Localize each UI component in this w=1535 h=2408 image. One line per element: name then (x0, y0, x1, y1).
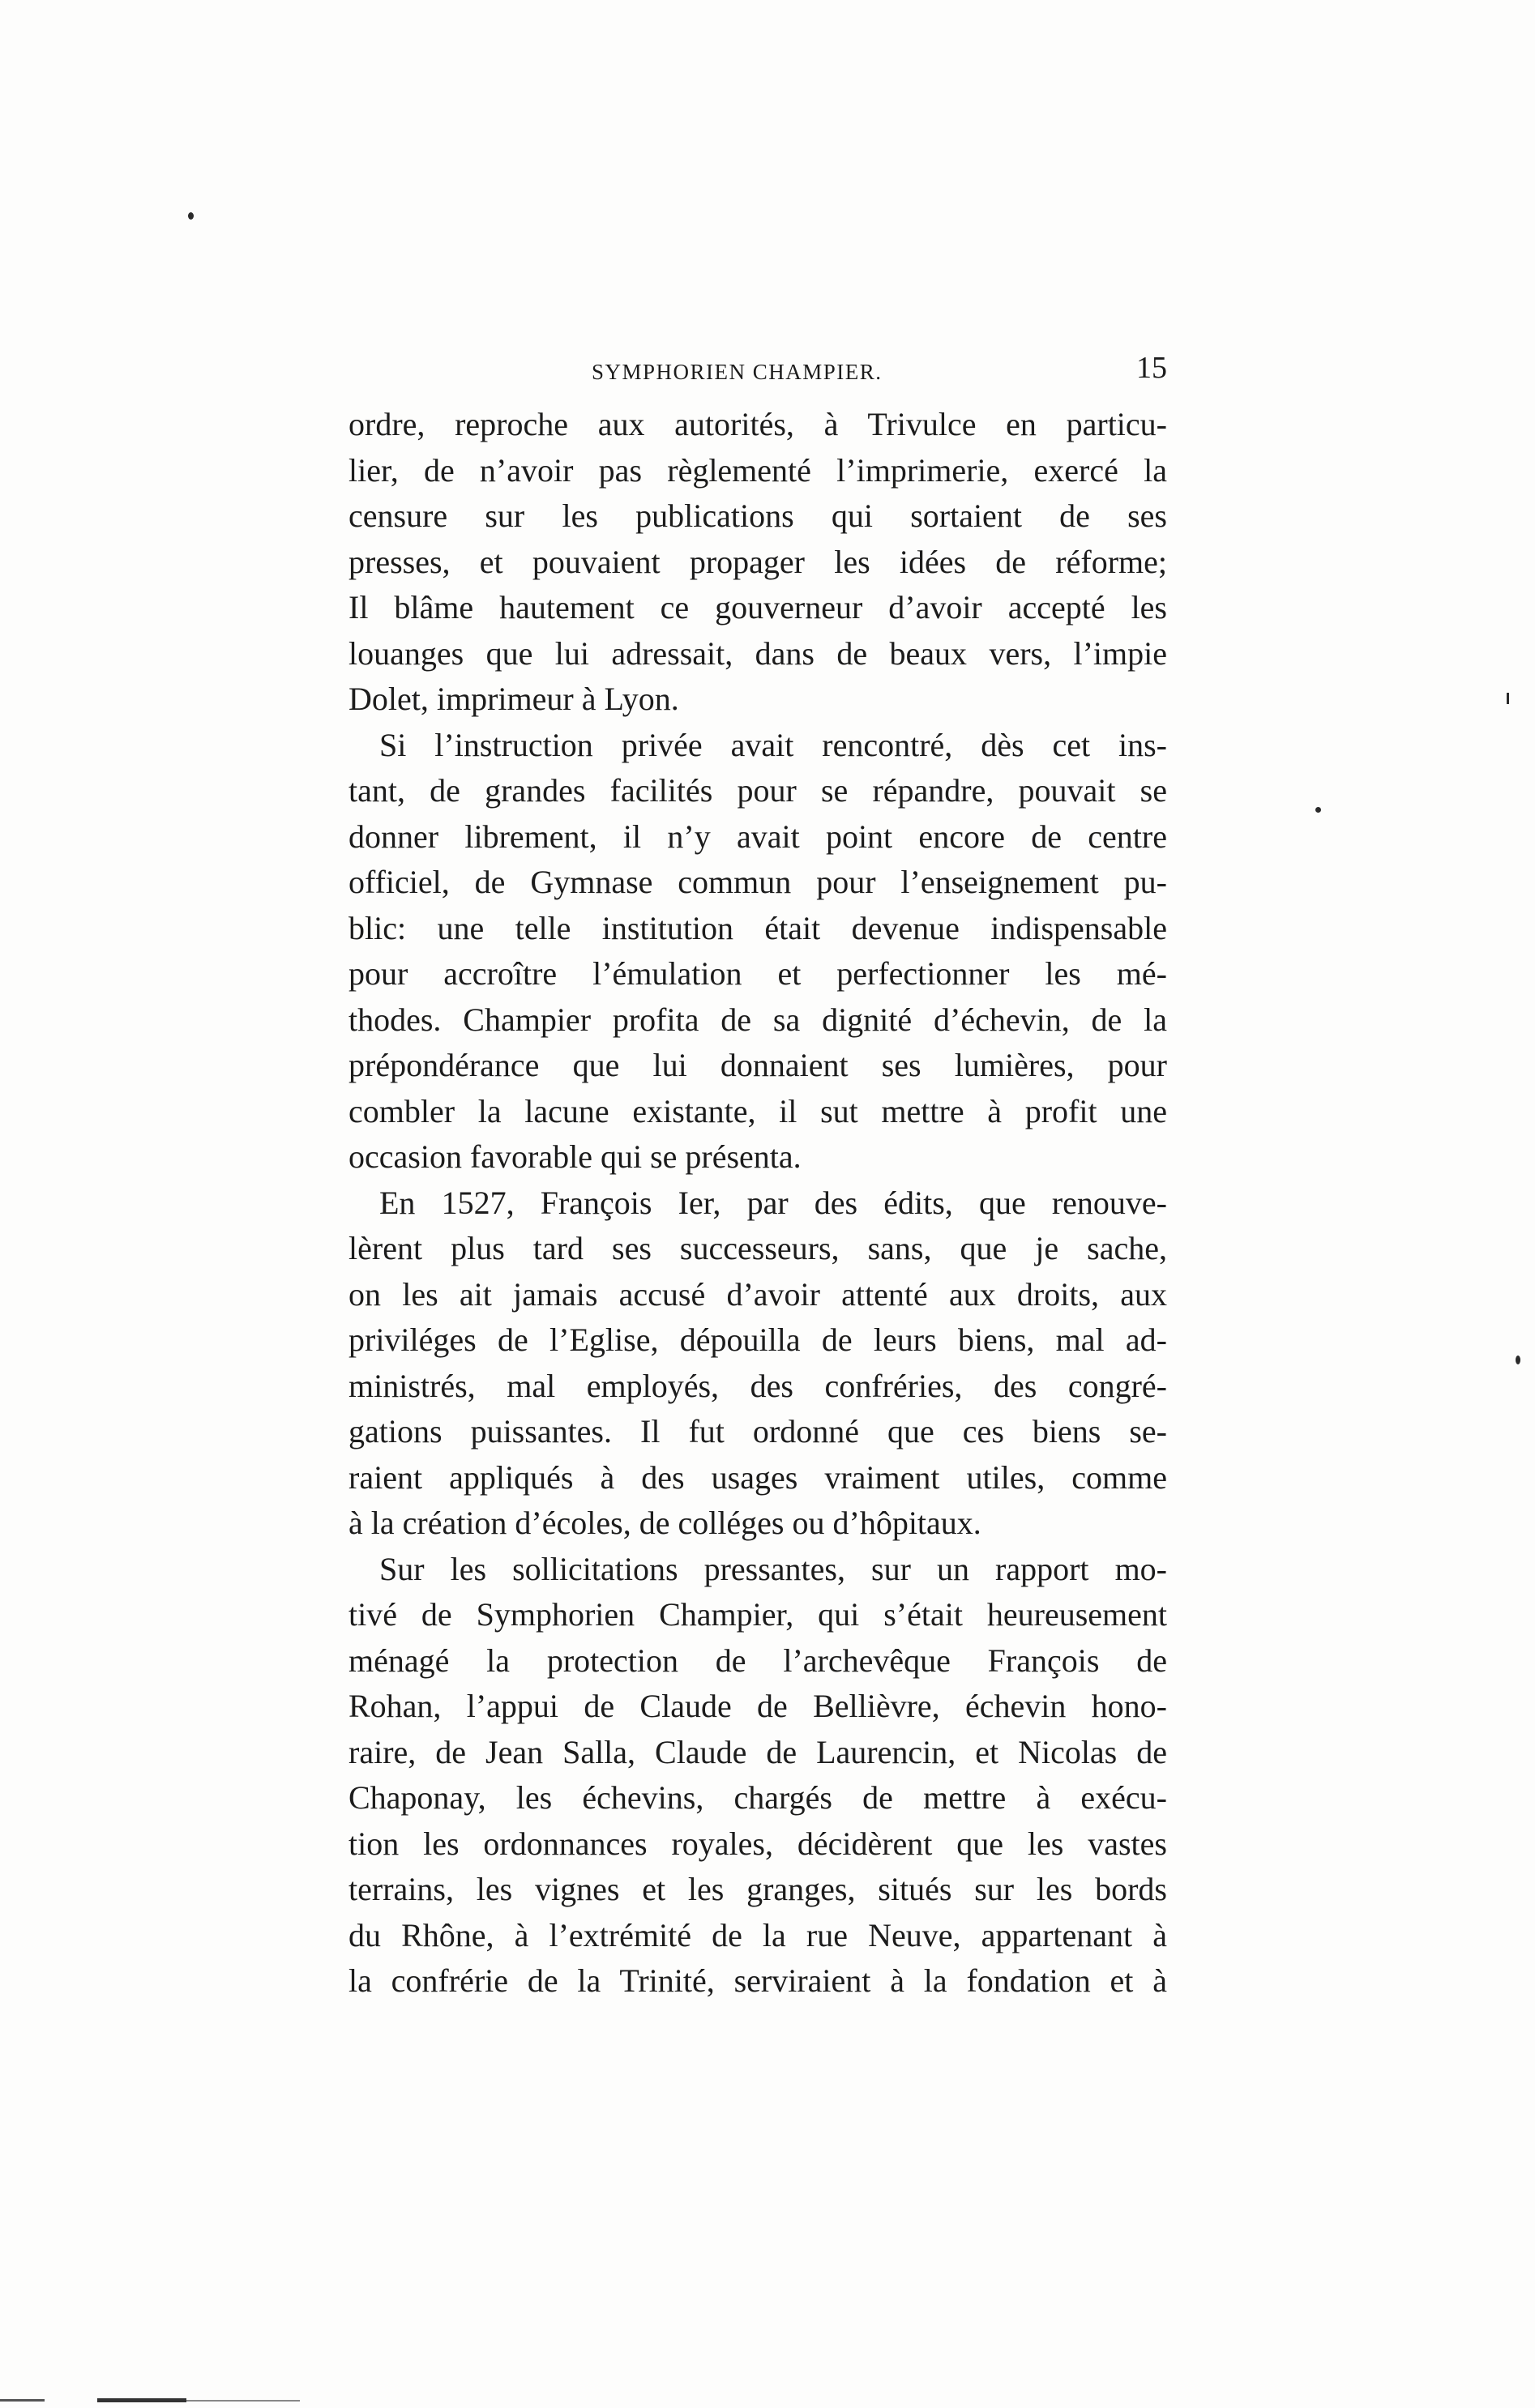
text-line: officiel, de Gymnase commun pour l’enseignement pu- (348, 864, 1167, 900)
scan-edge-line (97, 2398, 186, 2402)
text-line-paragraph-end: à la création d’écoles, de colléges ou d’hôpitaux. (348, 1505, 981, 1541)
text-line: gations puissantes. Il fut ordonné que ces biens se- (348, 1413, 1167, 1449)
text-line: tion les ordonnances royales, décidèrent que les vastes (348, 1825, 1167, 1862)
text-line-paragraph-end: occasion favorable qui se présenta. (348, 1138, 802, 1175)
text-line: on les ait jamais accusé d’avoir attenté aux droits, aux (348, 1275, 1167, 1313)
text-line-paragraph-end: Dolet, imprimeur à Lyon. (348, 681, 679, 717)
body-text (348, 402, 1167, 2005)
text-line: Il blâme hautement ce gouverneur d’avoir accepté les (348, 589, 1167, 625)
running-head (348, 350, 1167, 391)
scan-speck (188, 212, 194, 220)
text-line: censure sur les publications qui sortaient de ses (348, 497, 1167, 534)
text-line: tant, de grandes facilités pour se répandre, pouvait se (348, 772, 1167, 809)
text-line: prépondérance que lui donnaient ses lumières, pour (348, 1047, 1167, 1083)
text-line: raient appliqués à des usages vraiment utiles, comme (348, 1458, 1167, 1496)
scan-edge-line (0, 2399, 45, 2402)
text-line: combler la lacune existante, il sut mettre à profit une (348, 1092, 1167, 1129)
text-line: thodes. Champier profita de sa dignité d’échevin, de la (348, 1001, 1167, 1038)
text-line: louanges que lui adressait, dans de beaux vers, l’impie (348, 634, 1167, 672)
text-line: du Rhône, à l’extrémité de la rue Neuve, appartenant à (348, 1916, 1167, 1953)
scan-speck (1315, 807, 1321, 813)
text-line: pour accroître l’émulation et perfectionner les mé- (348, 955, 1167, 992)
text-line: ministrés, mal employés, des confréries, des congré- (348, 1367, 1167, 1404)
text-line: blic: une telle institution était devenue indispensable (348, 909, 1167, 946)
running-title: SYMPHORIEN CHAMPIER. (592, 360, 883, 384)
scan-speck (1516, 1356, 1520, 1364)
text-line: Rohan, l’appui de Claude de Bellièvre, échevin hono- (348, 1688, 1167, 1724)
text-line: la confrérie de la Trinité, serviraient à la fondation et à (348, 1962, 1167, 1999)
text-line-paragraph-start: Si l’instruction privée avait rencontré, dès cet ins- (379, 726, 1167, 763)
text-line-paragraph-start: En 1527, François Ier, par des édits, que renouve- (379, 1184, 1167, 1221)
text-line: ménagé la protection de l’archevêque François de (348, 1642, 1167, 1679)
text-line: raire, de Jean Salla, Claude de Laurencin, et Nicolas de (348, 1733, 1167, 1770)
text-line: donner librement, il n’y avait point encore de centre (348, 818, 1167, 855)
text-line: lèrent plus tard ses successeurs, sans, que je sache, (348, 1230, 1167, 1266)
text-line: Chaponay, les échevins, chargés de mettre à exécu- (348, 1779, 1167, 1816)
scan-edge-line (186, 2400, 300, 2402)
text-line: terrains, les vignes et les granges, situés sur les bords (348, 1871, 1167, 1907)
text-line-paragraph-start: Sur les sollicitations pressantes, sur un rapport mo- (379, 1550, 1167, 1587)
text-line: presses, et pouvaient propager les idées de réforme; (348, 543, 1167, 580)
text-line: ordre, reproche aux autorités, à Trivulce en particu- (348, 406, 1167, 442)
text-line: priviléges de l’Eglise, dépouilla de leurs biens, mal ad- (348, 1321, 1167, 1358)
scan-speck (1507, 693, 1509, 704)
page-number: 15 (1136, 351, 1167, 385)
text-line: lier, de n’avoir pas règlementé l’imprimerie, exercé la (348, 451, 1167, 489)
text-line: tivé de Symphorien Champier, qui s’était heureusement (348, 1596, 1167, 1633)
